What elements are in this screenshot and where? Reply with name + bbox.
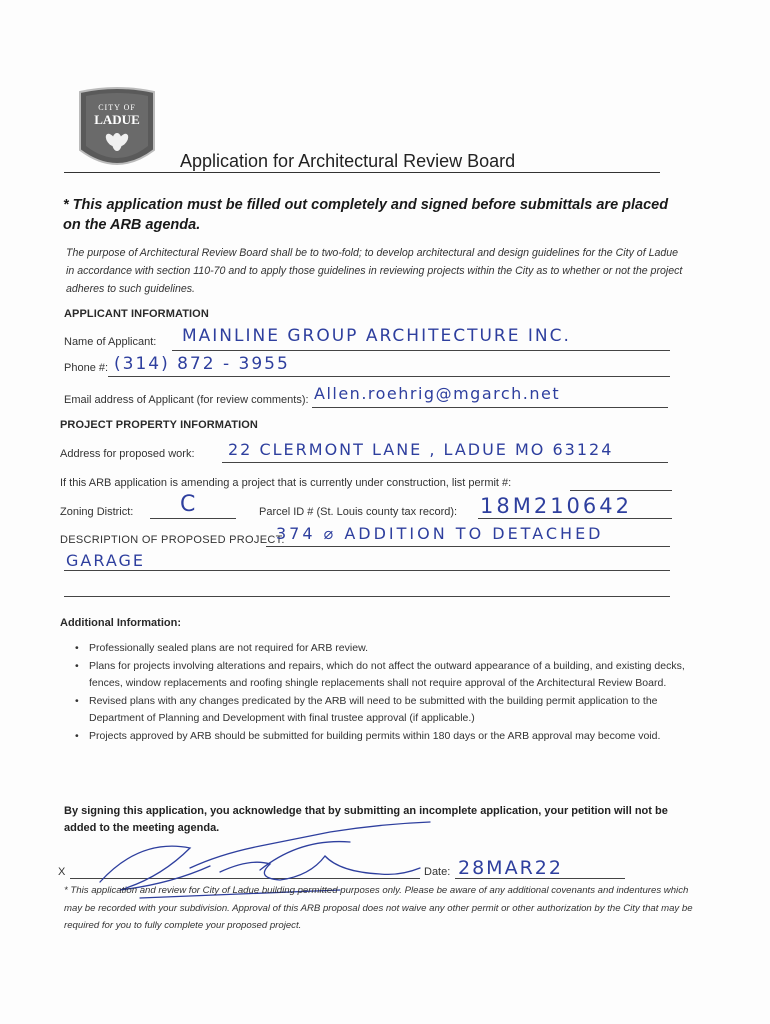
zoning-field[interactable]: C	[180, 492, 198, 517]
zoning-line	[150, 518, 236, 519]
address-line	[222, 462, 668, 463]
purpose-statement: The purpose of Architectural Review Board shall be to two-fold; to develop architectural and design guidelines for the City of Ladue in accordance with section 110-70 and to apply those guidelines in reviewing projects within the City as to whether or not the project adheres to such guidelines.	[66, 247, 683, 295]
description-line-2	[64, 570, 670, 571]
permit-label: If this ARB application is amending a project that is currently under construction, list permit #:	[60, 477, 512, 489]
email-line	[312, 407, 668, 408]
date-label: Date:	[424, 866, 451, 878]
footnote: * This application and review for City of Ladue building permitted purposes only. Please be aware of any additional covenants and indentures which may be recorded with your subdivision. Approval of this ARB proposal does not waive any other permit or other authorization by the City that may be required for you to fully complete your proposed project.	[64, 885, 693, 931]
additional-info-list	[75, 640, 690, 746]
logo-text-city-of: CITY OF	[98, 103, 136, 112]
email-label: Email address of Applicant (for review comments):	[64, 394, 309, 406]
logo-text-ladue: LADUE	[94, 112, 140, 127]
list-item: • Professionally sealed plans are not required for ARB review.	[75, 640, 690, 658]
applicant-info-heading: APPLICANT INFORMATION	[64, 308, 209, 320]
parcel-field[interactable]: 18M210642	[480, 494, 633, 518]
address-label: Address for proposed work:	[60, 448, 195, 460]
zoning-label: Zoning District:	[60, 506, 134, 518]
description-line-1	[266, 546, 670, 547]
applicant-name-line	[172, 350, 670, 351]
description-field-line-1[interactable]: 374 ⌀ ADDITION TO DETACHED	[276, 524, 604, 543]
signature-x-mark: X	[58, 866, 66, 878]
email-field[interactable]: Allen.roehrig@mgarch.net	[314, 384, 561, 403]
applicant-name-field[interactable]: MAINLINE GROUP ARCHITECTURE INC.	[182, 326, 571, 346]
address-field[interactable]: 22 CLERMONT LANE , LADUE MO 63124	[228, 440, 614, 459]
permit-line[interactable]	[570, 490, 672, 491]
list-item: • Revised plans with any changes predicated by the ARB will need to be submitted with the building permit application to the Department of Planning and Development with final trustee approval (if applicable.)	[75, 693, 690, 728]
date-field[interactable]: 28MAR22	[458, 857, 563, 879]
additional-info-heading: Additional Information:	[60, 617, 181, 629]
submission-notice: * This application must be filled out completely and signed before submittals are placed on the ARB agenda.	[63, 197, 669, 233]
phone-label: Phone #:	[64, 362, 109, 374]
title-rule	[64, 172, 660, 173]
description-field-line-2[interactable]: GARAGE	[66, 551, 145, 570]
description-line-3[interactable]	[64, 596, 670, 597]
phone-line	[108, 376, 670, 377]
form-title: Application for Architectural Review Board	[180, 151, 516, 171]
list-item: • Plans for projects involving alterations and repairs, which do not affect the outward appearance of a building, and existing decks, fences, window replacements and roofing shingle replacements shall not require approval of the Architectural Review Board.	[75, 658, 690, 693]
parcel-line	[478, 518, 672, 519]
signing-statement: By signing this application, you acknowledge that by submitting an incomplete application, your petition will not be added to the meeting agenda.	[64, 805, 668, 834]
city-of-ladue-logo	[76, 86, 158, 178]
property-info-heading: PROJECT PROPERTY INFORMATION	[60, 419, 258, 431]
list-item: • Projects approved by ARB should be submitted for building permits within 180 days or the ARB approval may become void.	[75, 728, 690, 746]
description-label: DESCRIPTION OF PROPOSED PROJECT:	[60, 534, 285, 546]
phone-field[interactable]: (314) 872 - 3955	[114, 354, 290, 374]
parcel-label: Parcel ID # (St. Louis county tax record):	[259, 506, 458, 518]
applicant-name-label: Name of Applicant:	[64, 336, 157, 348]
